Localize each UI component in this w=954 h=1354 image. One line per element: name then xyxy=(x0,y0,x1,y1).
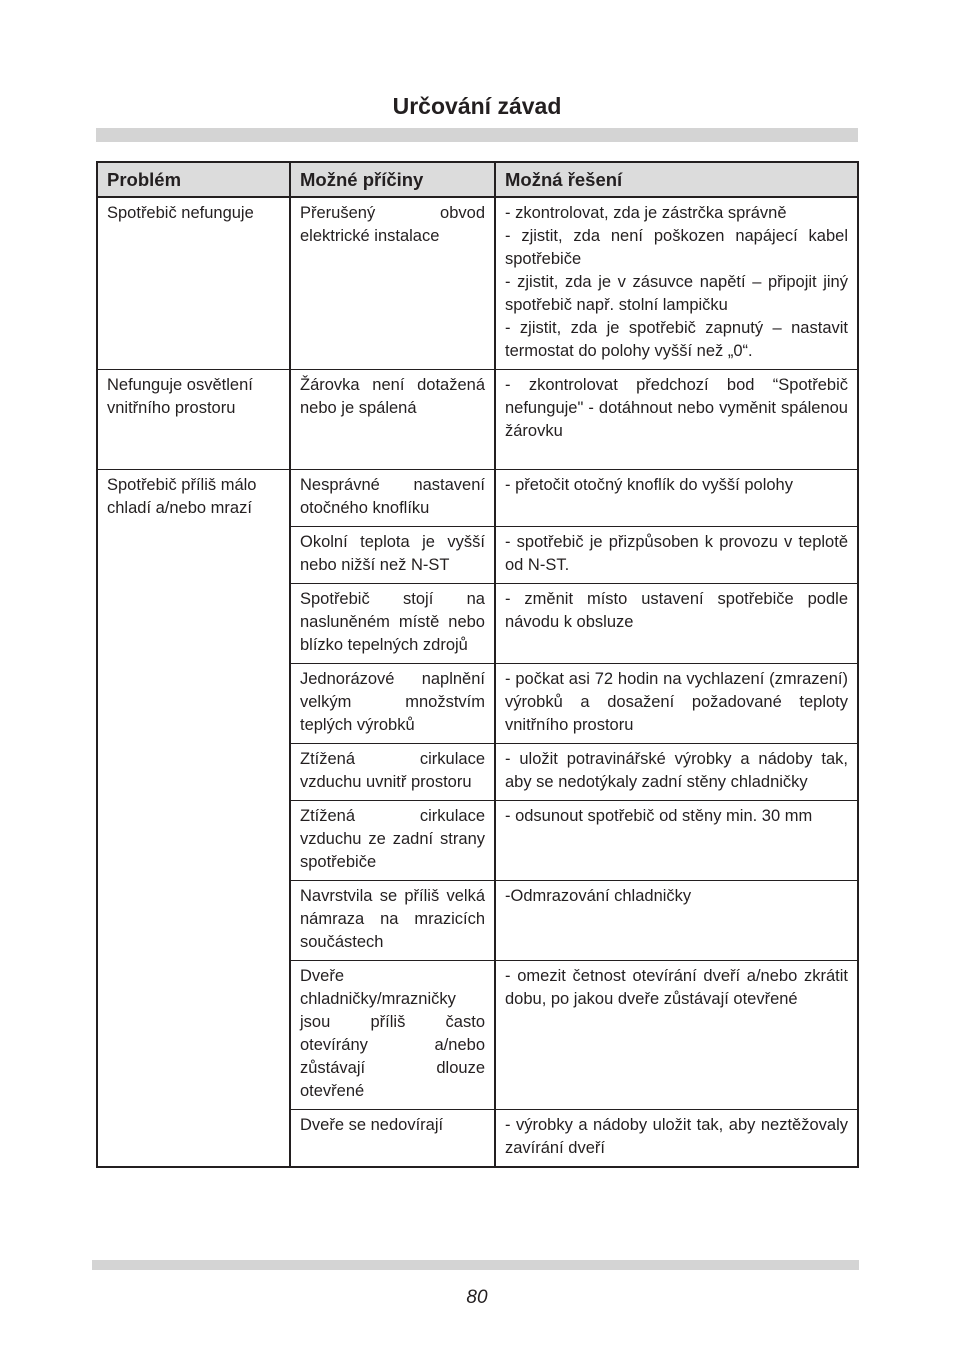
solution-line: - přetočit otočný knoflík do vyšší polohy xyxy=(505,476,793,494)
solution-cell xyxy=(495,801,858,881)
header-solutions: Možná řešení xyxy=(495,162,858,197)
cause-cell: Jednorázové naplnění velkým množstvím teplých výrobků xyxy=(290,664,495,744)
solution-cell xyxy=(495,664,858,744)
solution-cell xyxy=(495,881,858,961)
cause-cell: Ztížená cirkulace vzduchu ze zadní strany spotřebiče xyxy=(290,801,495,881)
troubleshooting-table xyxy=(96,161,859,1168)
problem-cell: Spotřebič příliš málo chladí a/nebo mrazí xyxy=(97,470,290,1168)
solution-line: - výrobky a nádoby uložit tak, aby neztěžovaly zavírání dveří xyxy=(505,1116,848,1157)
solution-cell xyxy=(495,744,858,801)
solution-cell xyxy=(495,470,858,527)
solution-cell xyxy=(495,527,858,584)
solution-line: - počkat asi 72 hodin na vychlazení (zmrazení) výrobků a dosažení požadované teploty vnitřního prostoru xyxy=(505,670,848,734)
table-row xyxy=(97,470,858,527)
solution-line: - zkontrolovat, zda je zástrčka správně xyxy=(505,204,787,222)
cause-cell: Dveře se nedovírají xyxy=(290,1110,495,1168)
solution-line: - zjistit, zda je spotřebič zapnutý – nastavit termostat do polohy vyšší než „0“. xyxy=(505,319,848,360)
solution-cell xyxy=(495,961,858,1110)
page-title: Určování závad xyxy=(392,93,562,119)
solution-cell xyxy=(495,370,858,470)
solution-cell xyxy=(495,197,858,370)
solution-line: - omezit četnost otevírání dveří a/nebo zkrátit dobu, po jakou dveře zůstávají otevřené xyxy=(505,967,848,1008)
table-row xyxy=(97,370,858,470)
cause-cell: Spotřebič stojí na nasluněném místě nebo blízko tepelných zdrojů xyxy=(290,584,495,664)
cause-cell: Nesprávné nastavení otočného knoflíku xyxy=(290,470,495,527)
problem-cell: Spotřebič nefunguje xyxy=(97,197,290,370)
title-divider xyxy=(96,128,858,142)
solution-line: - změnit místo ustavení spotřebiče podle návodu k obsluze xyxy=(505,590,848,631)
cause-cell: Navrstvila se příliš velká námraza na mrazicích součástech xyxy=(290,881,495,961)
solution-line: - spotřebič je přizpůsoben k provozu v teplotě od N-ST. xyxy=(505,533,848,574)
solution-line: - zjistit, zda není poškozen napájecí kabel spotřebiče xyxy=(505,227,848,268)
cause-cell: Ztížená cirkulace vzduchu uvnitř prostoru xyxy=(290,744,495,801)
solution-line: - uložit potravinářské výrobky a nádoby tak, aby se nedotýkaly zadní stěny chladničky xyxy=(505,750,848,791)
header-causes: Možné příčiny xyxy=(290,162,495,197)
cause-cell: Okolní teplota je vyšší nebo nižší než N-ST xyxy=(290,527,495,584)
problem-cell: Nefunguje osvětlení vnitřního prostoru xyxy=(97,370,290,470)
header-problem: Problém xyxy=(97,162,290,197)
cause-cell: Žárovka není dotažená nebo je spálená xyxy=(290,370,495,470)
table-row xyxy=(97,197,858,370)
solution-line: - zkontrolovat předchozí bod “Spotřebič nefunguje" - dotáhnout nebo vyměnit spálenou žárovku xyxy=(505,376,848,440)
table-header-row xyxy=(97,162,858,197)
solution-line: -Odmrazování chladničky xyxy=(505,887,692,905)
solution-line: - odsunout spotřebič od stěny min. 30 mm xyxy=(505,807,813,825)
cause-cell: Dveře chladničky/mrazničky jsou příliš často otevírány a/nebo zůstávají dlouze otevřené xyxy=(290,961,495,1110)
page-number: 80 xyxy=(466,1287,488,1308)
solution-cell xyxy=(495,584,858,664)
footer-divider xyxy=(92,1260,859,1270)
solution-line: - zjistit, zda je v zásuvce napětí – připojit jiný spotřebič např. stolní lampičku xyxy=(505,273,848,314)
solution-cell xyxy=(495,1110,858,1168)
cause-cell: Přerušený obvod elektrické instalace xyxy=(290,197,495,370)
